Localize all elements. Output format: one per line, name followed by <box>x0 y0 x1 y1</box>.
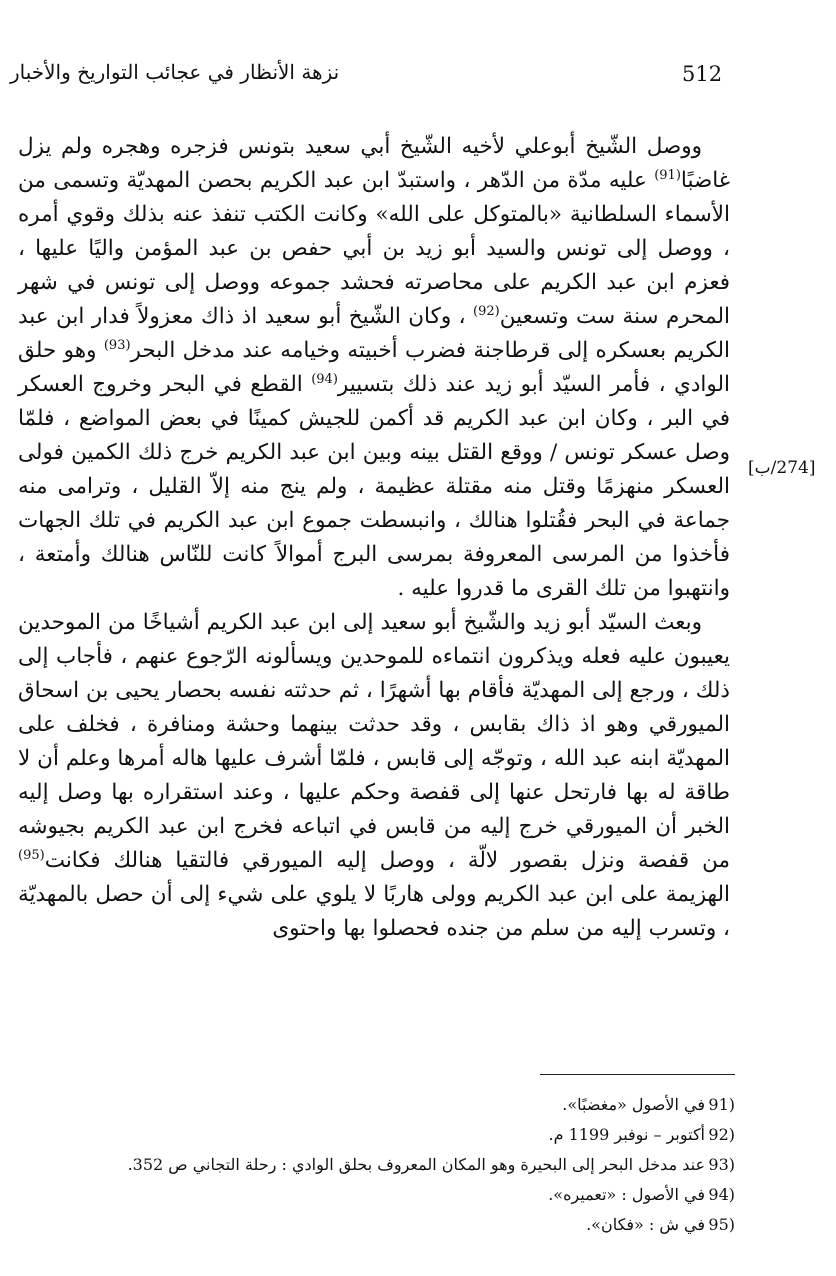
footnote-number: (92 <box>708 1125 735 1144</box>
footnote-ref-92[interactable]: (92) <box>473 303 500 319</box>
text-run: عليه مدّة من الدّهر ، واستبدّ ابن عبد الكريم بحصن المهديّة وتسمى من الأسماء السلطانية «بالمتوكل على الله» وكانت الكتب تنفذ عنه بذلك وقوي أمره ، ووصل إلى تونس والسيد أبو زيد بن أبي حفص بن عبد المؤمن واليًا عليها ، فعزم ابن عبد الكريم على محاصرته فحشد جموعه ووصل إلى تونس في شهر المحرم سنة ست وتسعين <box>18 168 730 329</box>
footnote-divider <box>540 1074 735 1075</box>
footnote-number: (93 <box>708 1155 735 1174</box>
text-run: وبعث السيّد أبو زيد والشّيخ أبو سعيد إلى ابن عبد الكريم أشياخًا من الموحدين يعيبون عليه فعله ويذكرون انتماءه للموحدين ويسألونه الرّجوع عنهم ، فأجاب إلى ذلك ، ورجع إلى المهديّة فأقام بها أشهرًا ، ثم حدثته نفسه بحصار يحيى بن اسحاق الميورقي وهو اذ ذاك بقابس ، وقد حدثت بينهما وحشة ومنافرة ، فخلف على المهديّة ابنه عبد الله ، وتوجّه إلى قابس ، فلمّا أشرف عليها هاله أمرها وعلم أن لا طاقة له بها فارتحل عنها إلى قفصة وحكم عليها ، وعند استقراره بها وصل إليه الخبر أن الميورقي خرج إليه من قابس في اتباعه فخرج ابن عبد الكريم بجيوشه من قفصة ونزل بقصور لالّة ، ووصل إليه الميورقي فالتقيا هنالك فكانت <box>18 610 730 873</box>
main-text <box>18 130 730 946</box>
footnote-ref-94[interactable]: (94) <box>311 371 338 387</box>
margin-folio-note: [274/ب] <box>748 458 816 478</box>
text-run: ، وكان الشّيخ أبو سعيد اذ ذاك معزولاً فدار ابن عبد الكريم بعسكره إلى قرطاجنة فضرب أخبيته وخيامه عند مدخل البحر <box>18 304 730 363</box>
text-run: ووصل الشّيخ أبوعلي لأخيه الشّيخ أبي سعيد بتونس فزجره وهجره ولم يزل غاضبًا <box>18 134 730 193</box>
footnote-text: في الأصول «مغضبًا». <box>562 1095 705 1114</box>
footnote-93 <box>40 1150 735 1180</box>
footnote-ref-91[interactable]: (91) <box>654 167 681 183</box>
footnote-91 <box>40 1090 735 1120</box>
footnote-95 <box>40 1210 735 1240</box>
text-run: الهزيمة على ابن عبد الكريم وولى هاربًا لا يلوي على شيء إلى أن حصل بالمهديّة ، وتسرب إليه من سلم من جنده فحصلوا بها واحتوى <box>18 882 730 941</box>
footnote-number: (91 <box>708 1095 735 1114</box>
footnote-ref-95[interactable]: (95) <box>18 847 45 863</box>
footnote-text: أكتوبر – نوفبر 1199 م. <box>548 1125 705 1144</box>
paragraph <box>18 606 730 946</box>
page-header <box>10 56 730 96</box>
footnote-number: (95 <box>708 1215 735 1234</box>
page-number: 512 <box>682 62 723 86</box>
text-run: القطع في البحر وخروج العسكر في البر ، وكان ابن عبد الكريم قد أكمن للجيش كمينًا في بعض المواضع ، فلمّا وصل عسكر تونس / ووقع القتل بينه وبين ابن عبد الكريم خرج ذلك الكمين فولى العسكر منهزمًا وقتل منه مقتلة عظيمة ، ولم ينج منه إلاّ القليل ، وترامى منه جماعة في البحر فقُتلوا هنالك ، وانبسطت جموع ابن عبد الكريم في تلك الجهات فأخذوا من المرسى المعروفة بمرسى البرج أموالاً كانت للنّاس هنالك وأمتعة ، وانتهبوا من تلك القرى ما قدروا عليه . <box>18 372 730 601</box>
footnote-number: (94 <box>708 1185 735 1204</box>
footnote-text: عند مدخل البحر إلى البحيرة وهو المكان المعروف بحلق الوادي : رحلة التجاني ص 352. <box>127 1155 705 1174</box>
footnote-92 <box>40 1120 735 1150</box>
footnotes <box>40 1090 735 1240</box>
footnote-text: في ش : «فكان». <box>586 1215 705 1234</box>
running-title: نزهة الأنظار في عجائب التواريخ والأخبار <box>10 60 340 84</box>
text-run: وهو حلق الوادي ، فأمر السيّد أبو زيد عند ذلك بتسيير <box>18 338 730 397</box>
footnote-ref-93[interactable]: (93) <box>103 337 131 353</box>
footnote-94 <box>40 1180 735 1210</box>
footnote-text: في الأصول : «تعميره». <box>548 1185 705 1204</box>
paragraph <box>18 130 730 606</box>
